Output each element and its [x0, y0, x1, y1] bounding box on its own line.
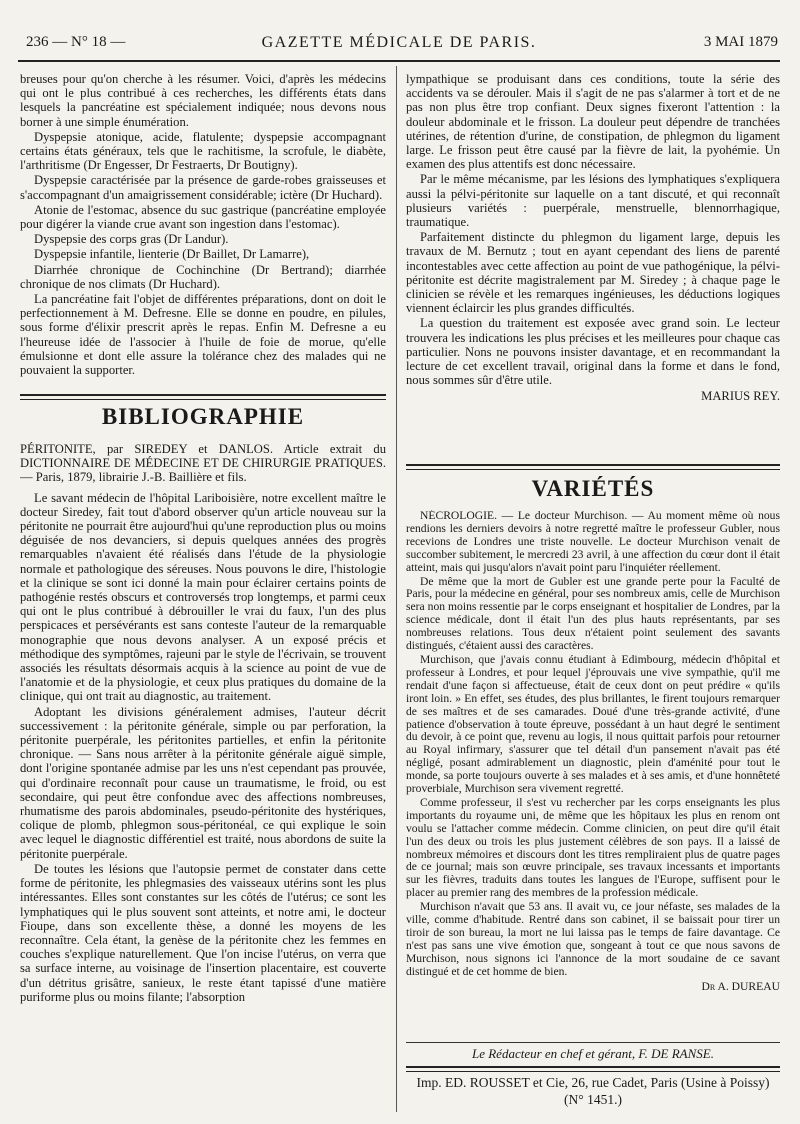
paragraph: Dyspepsie caractérisée par la présence de garde-robes graisseuses et s'accompagnant d'un amaigrissement considérable; ictère (Dr Huchard). — [20, 173, 386, 202]
imprint-number: (N° 1451.) — [564, 1092, 622, 1107]
column-divider — [396, 66, 397, 1112]
paragraph: Le savant médecin de l'hôpital Lariboisière, notre excellent maître le docteur Siredey, fait tout d'abord observer qu'un article nouveau sur la péritonite ne pourrait être aujourd'hui qu'une reproduction plus ou moins déguisée de nos devanciers, si depuis quelques années des progrès remarquables n'avaient été réalisés dans l'étude de la physiologie normale et pathologique des séreuses. Nous pouvons le dire, l'histologie et la clinique se sont ici donné la main pour éclairer certains points de pathogénie restés obscurs et controversés trop longtemps, et parmi ceux qui ont le plus contribué à débrouiller le vrai du faux, l'un des plus perspicaces et persévérants est sans conteste l'auteur de la remarquable monographie que nous devons analyser. A un exposé précis et méthodique des symptômes, rajeuni par le style de l'écrivain, se trouvent associés les résultats désormais acquis à la science au point de vue de l'anatomie et de la physiologie, et ceux plus pratiques du domaine de la clinique, qui ont trait au diagnostic, au traitement. — [20, 490, 386, 704]
header-rule — [18, 60, 780, 62]
paragraph: Dyspepsie atonique, acide, flatulente; dyspepsie accompagnant certains états généraux, tels que le rachitisme, la scrofule, le diabète, l'arthritisme (Dr Engesser, Dr Festraerts, Dr Boutigny). — [20, 129, 386, 173]
paragraph: Murchison, que j'avais connu étudiant à Edimbourg, médecin d'hôpital et professeur à Londres, et pour lequel j'éprouvais une vive sympathie, qu'il me rendait d'une façon si affectueuse, était de ceux dont on peut prédire « qu'ils iront loin. » En effet, ses études, des plus brillantes, le firent toujours remarquer de ses maîtres et de ses camarades. Doué d'une très-grande activité, d'une patience d'observation à toute épreuve, possédant à un haut degré le sentiment du devoir, à ce point que, revenu au logis, il nous quittait parfois pour retourner au Royal infirmary, s'assurer que tel détail d'un pansement n'avait pas été négligé, posant admirablement un diagnostic, plein d'aménité pour tout le monde, sa porte toujours ouverte à ses malades et à ses amis, et d'une honnêteté proverbiale, Murchison sera vivement regretté. — [406, 652, 780, 796]
page-header — [20, 34, 778, 58]
paragraph: Dyspepsie infantile, lienterie (Dr Baillet, Dr Lamarre), — [34, 247, 310, 262]
obituary-signature: Dr A. DUREAU — [701, 979, 780, 993]
paragraph: Comme professeur, il s'est vu rechercher par les corps enseignants les plus importants du royaume uni, de même que les hôpitaux les plus en renom ont voulu se l'attacher comme médecin. Comme clinicien, on peut dire qu'il était l'un des deux ou trois les plus justement célèbres de son pays. Il a laissé de nombreux mémoires et discours dont les titres rempliraient plus de quatre pages de ce journal; mais son œuvre principale, ses travaux incessants et importants sur les fièvres, traduits dans toutes les langues de l'Europe, suffisent pour le placer au premier rang des membres de la profession médicale. — [406, 795, 780, 900]
footer-rule — [406, 1042, 780, 1043]
paragraph: De même que la mort de Gubler est une grande perte pour la Faculté de Paris, pour la médecine en général, pour ses nombreux amis, celle de Murchison sera non moins ressentie par le corps enseignant et hospitalier de Londres, par la science médicale, dont il était l'un des plus hauts représentants, par ses nombreuses relations. Tous deux n'étaient point seulement des savants distingués, c'étaient aussi des caractères. — [406, 574, 780, 653]
paragraph: breuses pour qu'on cherche à les résumer. Voici, d'après les médecins qui ont le plus contribué à ces recherches, les différents états dans lesquels la pancréatine est spécialement indiquée; nous devons nous borner à une simple énumération. — [20, 72, 386, 129]
imprint-line: Imp. ED. ROUSSET et Cie, 26, rue Cadet, Paris (Usine à Poissy) — [416, 1075, 770, 1090]
paragraph: Dyspepsie des corps gras (Dr Landur). — [34, 232, 229, 247]
review-signature: MARIUS REY. — [701, 389, 780, 404]
paragraph: La pancréatine fait l'objet de différentes préparations, dont on doit le perfectionnement à M. Defresne. Elle se donne en poudre, en pilules, sous forme d'élixir prescrit après le repas. Enfin M. Defresne a eu l'heureuse idée de l'associer à l'huile de foie de morue, qu'elle émulsionne et dont elle assure la tolérance chez des malades qui ne pouvaient la supporter. — [20, 292, 386, 378]
editor-line: Le Rédacteur en chef et gérant, F. DE RANSE. — [471, 1046, 714, 1061]
paragraph: Adoptant les divisions généralement admises, l'auteur décrit successivement : la péritonite générale, simple ou par perforation, la péritonite puerpérale, les péritonites partielles, et enfin la péritonite chronique. — Sans nous arrêter à la péritonite générale aiguë simple, dont l'origine spontanée admise par les uns n'est cependant pas prouvée, qui d'ordinaire reconnaît pour cause un traumatisme, le froid, ou est secondaire, qui peut être confondue avec des affections nombreuses, rhumatisme des parois abdominales, pseudo-péritonite des hystériques, colique de plomb, phlegmon sous-péritonéal, ce qui explique le soin avec lequel le diagnostic différentiel est traité, nous abordons de suite la péritonite puerpérale. — [20, 704, 386, 861]
review-article — [20, 442, 386, 1114]
review-reference: PÉRITONITE, par SIREDEY et DANLOS. Article extrait du DICTIONNAIRE DE MÉDECINE ET DE CHIRURGIE PRATIQUES. — Paris, 1879, librairie J.-B. Baillière et fils. — [20, 442, 386, 485]
paragraph: lympathique se produisant dans ces conditions, toute la série des accidents va se dérouler. Mais il s'agit de ne pas s'alarmer à tort et de ne pas non plus être trop confiant. Deux signes fixeront l'attention : la douleur abdominale et le frisson. La douleur peut dépendre de tranchées utérines, de rétention d'urine, de constipation, de phlegmon du ligament large. Le frisson peut être causé par la fièvre de lait, la pyohémie. Un examen des plus attentifs est donc nécessaire. — [406, 72, 780, 172]
varietes-article — [406, 510, 780, 1038]
imprint — [406, 1074, 780, 1108]
section-rule — [406, 464, 780, 470]
journal-title: GAZETTE MÉDICALE DE PARIS. — [261, 34, 537, 51]
section-rule — [20, 394, 386, 400]
paragraph: Parfaitement distincte du phlegmon du ligament large, depuis les travaux de M. Bernutz ; tout en ayant cependant des liens de parenté incontestables avec cette affection au point de vue pathogénique, la pélvi-péritonite est décrite magistralement par M. Siredey ; à chaque page le clinicien se révèle et les remarques ingénieuses, les déductions logiques viennent éclaircir les plus grandes difficultés. — [406, 230, 780, 316]
paragraph: Murchison n'avait que 53 ans. Il avait vu, ce jour néfaste, ses malades de la ville, comme d'habitude. Rentré dans son cabinet, il se baissait pour tirer un tiroir de son bureau, la mort ne lui laissa pas le temps de faire davantage. Ce n'est pas sans une vive émotion que, songeant à tout ce que nous savons de Murchison, nous signons ici l'annonce de la mort soudaine de ce savant distingué et de cet homme de bien. — [406, 900, 780, 978]
paragraph: Par le même mécanisme, par les lésions des lymphatiques s'expliquera aussi la pélvi-péritonite sur laquelle on a tant discuté, et qui reconnaît plusieurs variétés : puerpérale, menstruelle, blennorrhagique, traumatique. — [406, 172, 780, 230]
paragraph: Diarrhée chronique de Cochinchine (Dr Bertrand); diarrhée chronique de nos climats (Dr Huchard). — [20, 262, 386, 291]
page-number: 236 — N° 18 — — [26, 34, 126, 50]
left-column-continuation — [20, 72, 386, 390]
varietes-title: VARIÉTÉS — [531, 476, 655, 501]
paragraph: NÉCROLOGIE. — Le docteur Murchison. — Au moment même où nous rendions les derniers devoirs à notre regretté maître le professeur Gubler, nous recevions de Londres une triste nouvelle. Le docteur Murchison venait de succomber subitement, le mercredi 23 avril, à une affection du cœur dont il était atteint, mais qui jusqu'alors n'avait point paru l'inquiéter réellement. — [406, 510, 780, 574]
review-continuation — [406, 72, 780, 460]
imprint-rule — [406, 1066, 780, 1072]
paragraph: La question du traitement est exposée avec grand soin. Le lecteur trouvera les indications les plus précises et les meilleures pour chaque cas particulier. Nons ne pouvons insister davantage, et en recommandant la lecture de cet excellent travail, original dans la forme et dans le fond, nous sommes sûr d'être utile. — [406, 316, 780, 388]
bibliographie-title: BIBLIOGRAPHIE — [101, 404, 305, 429]
paragraph: De toutes les lésions que l'autopsie permet de constater dans cette forme de péritonite, les phlegmasies des vaisseaux utérins sont les plus intéressantes. Elles sont constantes sur les côtés de l'utérus; ce sont les lymphatiques qui le plus souvent sont atteints, et notre ami, le docteur Fioupe, dans son excellente thèse, a donné les moyens de les reconnaître. Cela étant, la genèse de la péritonite chez les femmes en couches s'explique naturellement. Que l'on incise l'utérus, on verra que sa surface interne, au voisinage de l'insertion placentaire, est couverte d'un détritus grisâtre, sanieux, le reste étant tapissé d'une matière puriforme plus ou moins filante; l'absorption — [20, 861, 386, 1004]
paragraph: Atonie de l'estomac, absence du suc gastrique (pancréatine employée pour digérer la viande crue avant son ingestion dans l'estomac). — [20, 202, 386, 232]
issue-date: 3 MAI 1879 — [703, 34, 778, 50]
